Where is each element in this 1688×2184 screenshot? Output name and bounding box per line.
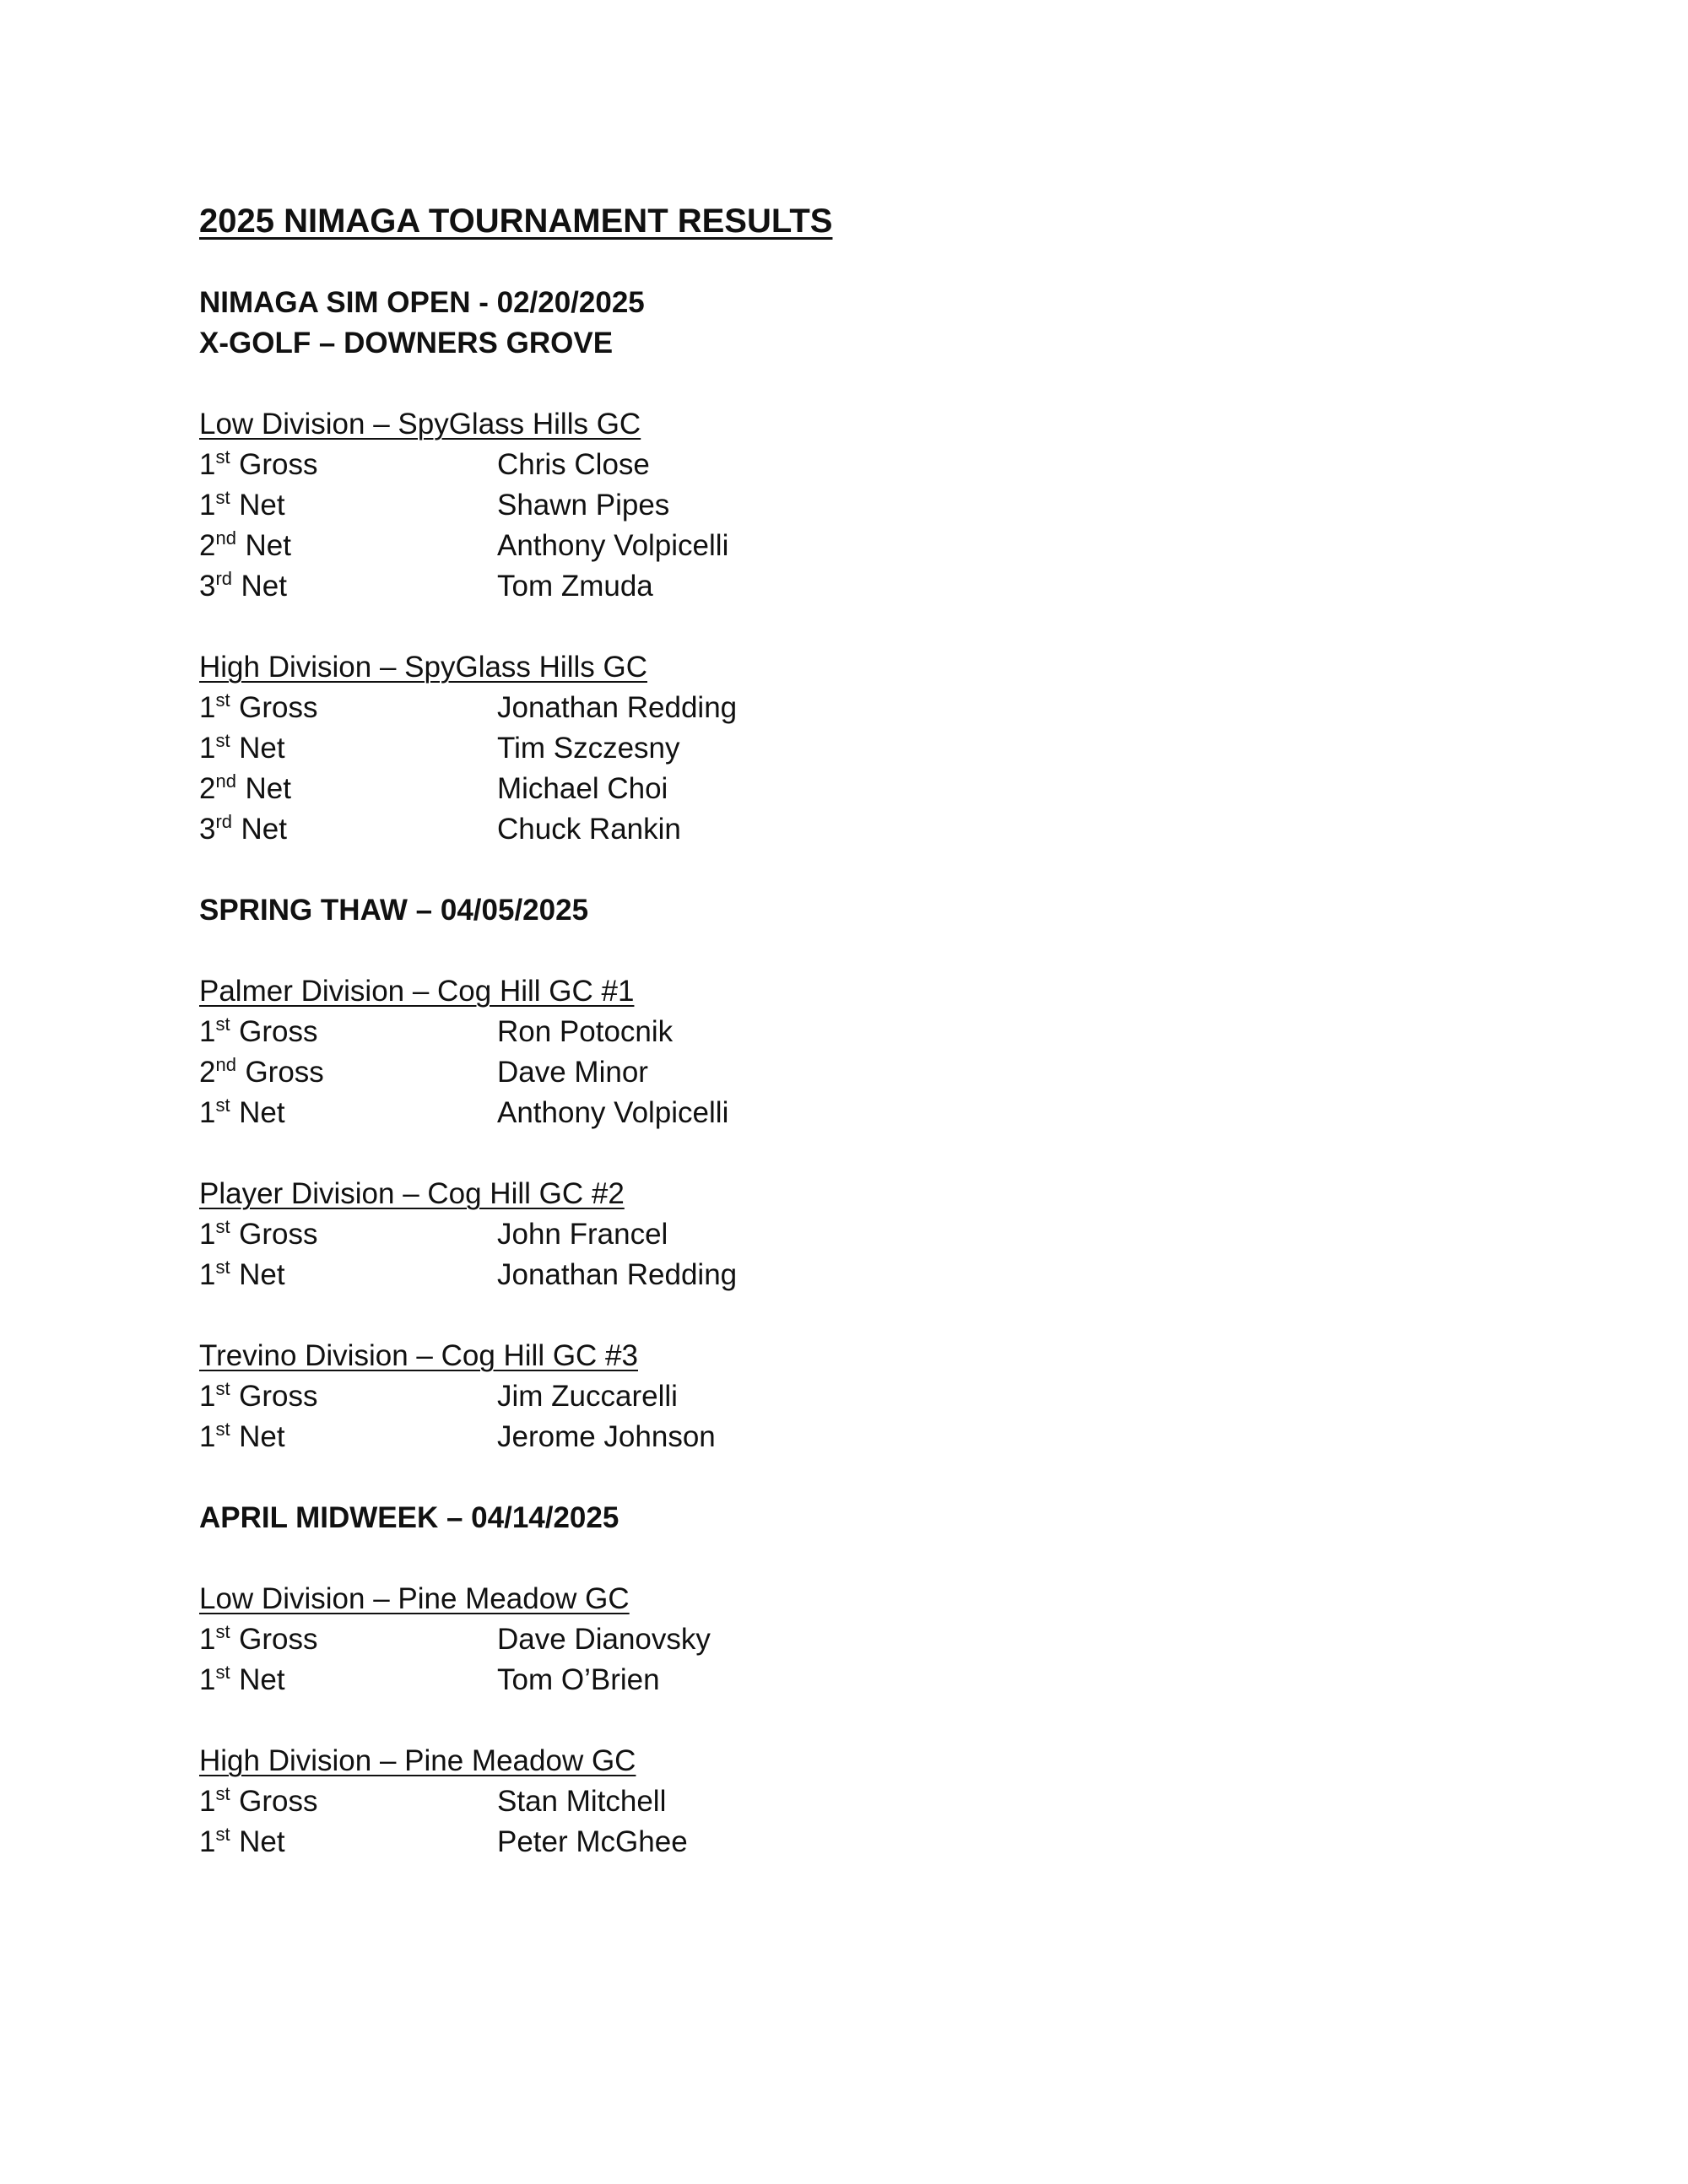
event-heading: APRIL MIDWEEK – 04/14/2025 xyxy=(199,1501,619,1534)
result-place xyxy=(199,688,497,728)
events-container xyxy=(199,283,1550,1862)
division-heading: High Division – Pine Meadow GC xyxy=(199,1744,636,1777)
event-spacer xyxy=(199,1538,1550,1579)
winner-name: Chris Close xyxy=(497,448,650,481)
division-heading: Low Division – Pine Meadow GC xyxy=(199,1582,630,1615)
place-suffix: st xyxy=(215,689,230,711)
place-number: 2 xyxy=(199,772,216,805)
winner-name: Tom Zmuda xyxy=(497,570,653,603)
result-row xyxy=(199,1376,1550,1417)
event-section xyxy=(199,283,1550,850)
place-suffix: st xyxy=(215,487,230,508)
winner-name: John Francel xyxy=(497,1218,668,1251)
winner-name: Dave Minor xyxy=(497,1056,648,1089)
winner-name: Jim Zuccarelli xyxy=(497,1380,678,1413)
score-type: Gross xyxy=(239,1015,318,1048)
place-number: 1 xyxy=(199,1785,216,1818)
result-row xyxy=(199,1660,1550,1700)
place-number: 1 xyxy=(199,1218,216,1251)
division-heading: High Division – SpyGlass Hills GC xyxy=(199,651,647,684)
place-suffix: st xyxy=(215,446,230,468)
result-place xyxy=(199,1417,497,1457)
result-row xyxy=(199,1214,1550,1255)
place-suffix: st xyxy=(215,1095,230,1116)
result-row xyxy=(199,769,1550,809)
score-type: Gross xyxy=(239,691,318,724)
score-type: Net xyxy=(239,1258,285,1291)
result-row xyxy=(199,1012,1550,1052)
division-block xyxy=(199,647,1550,850)
result-row xyxy=(199,728,1550,769)
event-heading: NIMAGA SIM OPEN - 02/20/2025 xyxy=(199,286,645,319)
place-number: 1 xyxy=(199,691,216,724)
place-number: 1 xyxy=(199,489,216,522)
result-place xyxy=(199,1052,497,1093)
score-type: Net xyxy=(241,570,287,603)
division-heading: Low Division – SpyGlass Hills GC xyxy=(199,408,641,441)
result-place xyxy=(199,809,497,850)
winner-name: Ron Potocnik xyxy=(497,1015,674,1048)
division-block xyxy=(199,1174,1550,1295)
winner-name: Stan Mitchell xyxy=(497,1785,667,1818)
division-block xyxy=(199,971,1550,1133)
event-section xyxy=(199,1498,1550,1862)
result-row xyxy=(199,809,1550,850)
place-number: 1 xyxy=(199,1825,216,1858)
score-type: Net xyxy=(245,772,291,805)
result-place xyxy=(199,485,497,526)
result-place xyxy=(199,1660,497,1700)
winner-name: Anthony Volpicelli xyxy=(497,1096,729,1129)
event-heading: X-GOLF – DOWNERS GROVE xyxy=(199,327,614,359)
score-type: Net xyxy=(241,813,287,846)
event-spacer xyxy=(199,364,1550,404)
score-type: Net xyxy=(239,1663,285,1696)
score-type: Gross xyxy=(239,1380,318,1413)
place-suffix: st xyxy=(215,1014,230,1035)
score-type: Net xyxy=(239,489,285,522)
place-suffix: st xyxy=(215,1824,230,1845)
result-row xyxy=(199,1417,1550,1457)
place-number: 1 xyxy=(199,1663,216,1696)
division-heading: Player Division – Cog Hill GC #2 xyxy=(199,1177,625,1210)
place-number: 1 xyxy=(199,1420,216,1453)
result-place xyxy=(199,769,497,809)
division-block xyxy=(199,404,1550,607)
score-type: Gross xyxy=(239,1785,318,1818)
winner-name: Chuck Rankin xyxy=(497,813,681,846)
score-type: Net xyxy=(239,732,285,765)
result-place xyxy=(199,526,497,566)
place-number: 2 xyxy=(199,529,216,562)
score-type: Net xyxy=(245,529,291,562)
result-row xyxy=(199,1255,1550,1295)
place-suffix: nd xyxy=(215,527,236,549)
result-row xyxy=(199,1781,1550,1822)
winner-name: Tom O’Brien xyxy=(497,1663,660,1696)
division-heading: Trevino Division – Cog Hill GC #3 xyxy=(199,1339,638,1372)
result-place xyxy=(199,1093,497,1133)
place-suffix: st xyxy=(215,1419,230,1440)
result-row xyxy=(199,526,1550,566)
place-number: 1 xyxy=(199,1623,216,1656)
result-row xyxy=(199,445,1550,485)
result-row xyxy=(199,1619,1550,1660)
place-number: 1 xyxy=(199,1015,216,1048)
result-row xyxy=(199,566,1550,607)
place-suffix: st xyxy=(215,1257,230,1278)
winner-name: Jonathan Redding xyxy=(497,691,738,724)
winner-name: Shawn Pipes xyxy=(497,489,670,522)
result-place xyxy=(199,1619,497,1660)
result-row xyxy=(199,1093,1550,1133)
place-suffix: st xyxy=(215,1783,230,1804)
result-place xyxy=(199,728,497,769)
place-number: 1 xyxy=(199,1258,216,1291)
place-number: 1 xyxy=(199,1380,216,1413)
result-place xyxy=(199,1781,497,1822)
winner-name: Michael Choi xyxy=(497,772,668,805)
place-number: 1 xyxy=(199,448,216,481)
result-place xyxy=(199,566,497,607)
division-block xyxy=(199,1336,1550,1457)
division-block xyxy=(199,1741,1550,1862)
score-type: Net xyxy=(239,1096,285,1129)
place-number: 2 xyxy=(199,1056,216,1089)
score-type: Net xyxy=(239,1825,285,1858)
winner-name: Jonathan Redding xyxy=(497,1258,738,1291)
score-type: Gross xyxy=(239,1218,318,1251)
score-type: Gross xyxy=(245,1056,324,1089)
place-suffix: st xyxy=(215,1662,230,1683)
place-suffix: st xyxy=(215,1378,230,1399)
score-type: Net xyxy=(239,1420,285,1453)
event-spacer xyxy=(199,931,1550,971)
event-heading: SPRING THAW – 04/05/2025 xyxy=(199,894,589,927)
result-place xyxy=(199,1214,497,1255)
place-number: 3 xyxy=(199,570,216,603)
winner-name: Dave Dianovsky xyxy=(497,1623,711,1656)
place-suffix: st xyxy=(215,730,230,751)
place-suffix: nd xyxy=(215,770,236,792)
result-row xyxy=(199,1052,1550,1093)
place-number: 1 xyxy=(199,1096,216,1129)
division-block xyxy=(199,1579,1550,1700)
winner-name: Tim Szczesny xyxy=(497,732,680,765)
place-suffix: nd xyxy=(215,1054,236,1075)
result-place xyxy=(199,1822,497,1862)
score-type: Gross xyxy=(239,448,318,481)
score-type: Gross xyxy=(239,1623,318,1656)
place-suffix: st xyxy=(215,1621,230,1642)
place-number: 3 xyxy=(199,813,216,846)
place-suffix: st xyxy=(215,1216,230,1237)
winner-name: Peter McGhee xyxy=(497,1825,688,1858)
place-number: 1 xyxy=(199,732,216,765)
event-section xyxy=(199,890,1550,1457)
place-suffix: rd xyxy=(215,811,233,832)
winner-name: Anthony Volpicelli xyxy=(497,529,729,562)
result-place xyxy=(199,1012,497,1052)
result-place xyxy=(199,1376,497,1417)
winner-name: Jerome Johnson xyxy=(497,1420,716,1453)
result-place xyxy=(199,445,497,485)
page-title: 2025 NIMAGA TOURNAMENT RESULTS xyxy=(199,203,833,240)
place-suffix: rd xyxy=(215,568,233,589)
division-heading: Palmer Division – Cog Hill GC #1 xyxy=(199,975,635,1008)
result-row xyxy=(199,1822,1550,1862)
result-row xyxy=(199,485,1550,526)
result-place xyxy=(199,1255,497,1295)
results-document xyxy=(199,201,1550,1903)
result-row xyxy=(199,688,1550,728)
